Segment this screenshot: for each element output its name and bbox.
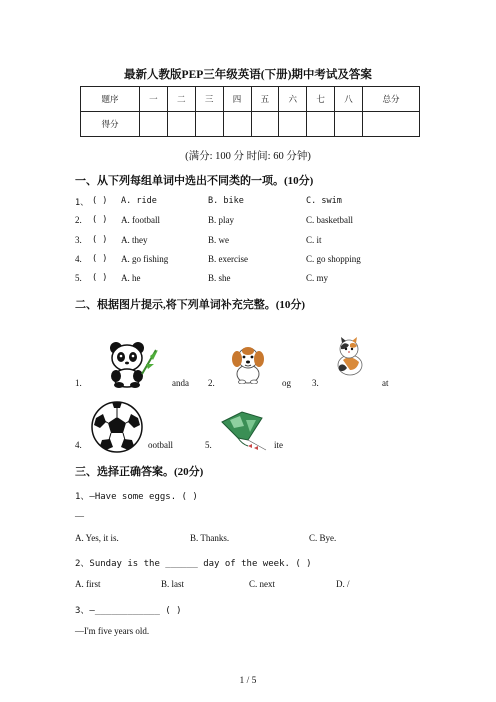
p2-item1-suffix: anda: [172, 378, 189, 388]
page-number: 1 / 5: [239, 676, 257, 686]
q1-3-option-c: C. it: [306, 235, 322, 245]
q3-3-prompt: 3、—____________ ( ): [75, 606, 182, 616]
score-cell[interactable]: [140, 112, 168, 137]
q3-1-option-c: C. Bye.: [309, 533, 337, 543]
score-cell[interactable]: [167, 112, 195, 137]
page-title: 最新人教版PEP三年级英语(下册)期中考试及答案: [124, 69, 372, 81]
score-cell[interactable]: [251, 112, 279, 137]
score-cell[interactable]: [223, 112, 251, 137]
dog-icon: [230, 344, 266, 384]
score-cell[interactable]: [195, 112, 223, 137]
q3-1-dash: —: [75, 511, 84, 521]
q1-4-option-b: B. exercise: [208, 254, 248, 264]
p2-item4-number: 4.: [75, 440, 82, 450]
q1-3-option-b: B. we: [208, 235, 229, 245]
p2-item4-suffix: ootball: [148, 440, 173, 450]
football-icon: [90, 400, 144, 454]
q1-2-option-a: A. football: [121, 215, 160, 225]
q3-2-option-b: B. last: [161, 579, 185, 589]
score-header-cell: 二: [167, 87, 195, 112]
score-cell[interactable]: [335, 112, 363, 137]
p2-item5-number: 5.: [205, 440, 212, 450]
section-2-heading: 二、根据图片提示,将下列单词补充完整。(10分): [75, 299, 306, 311]
score-header-cell: 七: [307, 87, 335, 112]
section-3-heading: 三、选择正确答案。(20分): [75, 466, 204, 478]
q3-1-prompt: 1、—Have some eggs. ( ): [75, 492, 198, 502]
p2-item3-number: 3.: [312, 378, 319, 388]
q1-4-option-a: A. go fishing: [121, 254, 169, 264]
p2-item5-suffix: ite: [274, 440, 283, 450]
score-table-header-row: [81, 87, 420, 112]
score-row-label: 得分: [81, 112, 140, 137]
q3-2-prompt: 2、Sunday is the ______ day of the week. ( ): [75, 559, 312, 569]
q1-1-option-a: A. ride: [121, 196, 157, 206]
q1-5-option-c: C. my: [306, 273, 329, 283]
q1-1-option-c: C. swim: [306, 196, 342, 206]
score-cell[interactable]: [307, 112, 335, 137]
q3-2-option-c: C. next: [249, 579, 275, 589]
q1-5-option-b: B. she: [208, 273, 231, 283]
q1-2-option-b: B. play: [208, 215, 234, 225]
score-header-cell: 五: [251, 87, 279, 112]
score-cell[interactable]: [363, 112, 420, 137]
q1-1-option-b: B. bike: [208, 196, 244, 206]
q1-2-paren: ( ): [92, 215, 108, 225]
q3-2-option-d: D. /: [336, 579, 350, 589]
p2-item1-number: 1.: [75, 378, 82, 388]
q3-1-option-a: A. Yes, it is.: [75, 533, 119, 543]
score-table-score-row: [81, 112, 420, 137]
score-cell[interactable]: [279, 112, 307, 137]
score-table: [80, 86, 420, 137]
q1-1-num: 1、: [75, 198, 89, 208]
q3-3-answer: —I'm five years old.: [75, 626, 150, 636]
q1-5-num: 5.: [75, 273, 82, 283]
q1-4-option-c: C. go shopping: [306, 254, 361, 264]
q1-5-option-a: A. he: [121, 273, 141, 283]
q1-2-option-c: C. basketball: [306, 215, 353, 225]
p2-item2-number: 2.: [208, 378, 215, 388]
q1-4-num: 4.: [75, 254, 82, 264]
score-header-cell: 四: [223, 87, 251, 112]
score-header-cell: 题序: [81, 87, 140, 112]
score-header-cell: 八: [335, 87, 363, 112]
score-header-cell: 六: [279, 87, 307, 112]
q1-4-paren: ( ): [92, 254, 108, 264]
q1-2-num: 2.: [75, 215, 82, 225]
section-1-heading: 一、从下列每组单词中选出不同类的一项。(10分): [75, 175, 314, 187]
score-header-cell: 三: [195, 87, 223, 112]
score-header-cell: 一: [140, 87, 168, 112]
exam-meta: (满分: 100 分 时间: 60 分钟): [185, 151, 311, 162]
q1-3-num: 3.: [75, 235, 82, 245]
q1-3-option-a: A. they: [121, 235, 148, 245]
score-header-cell: 总分: [363, 87, 420, 112]
p2-item2-suffix: og: [282, 378, 291, 388]
q1-1-paren: ( ): [92, 196, 108, 206]
panda-icon: [104, 338, 160, 388]
q1-5-paren: ( ): [92, 273, 108, 283]
q3-2-option-a: A. first: [75, 579, 101, 589]
q1-3-paren: ( ): [92, 235, 108, 245]
cat-icon: [333, 336, 367, 376]
q3-1-option-b: B. Thanks.: [190, 533, 230, 543]
p2-item3-suffix: at: [382, 378, 389, 388]
kite-icon: [218, 408, 268, 452]
